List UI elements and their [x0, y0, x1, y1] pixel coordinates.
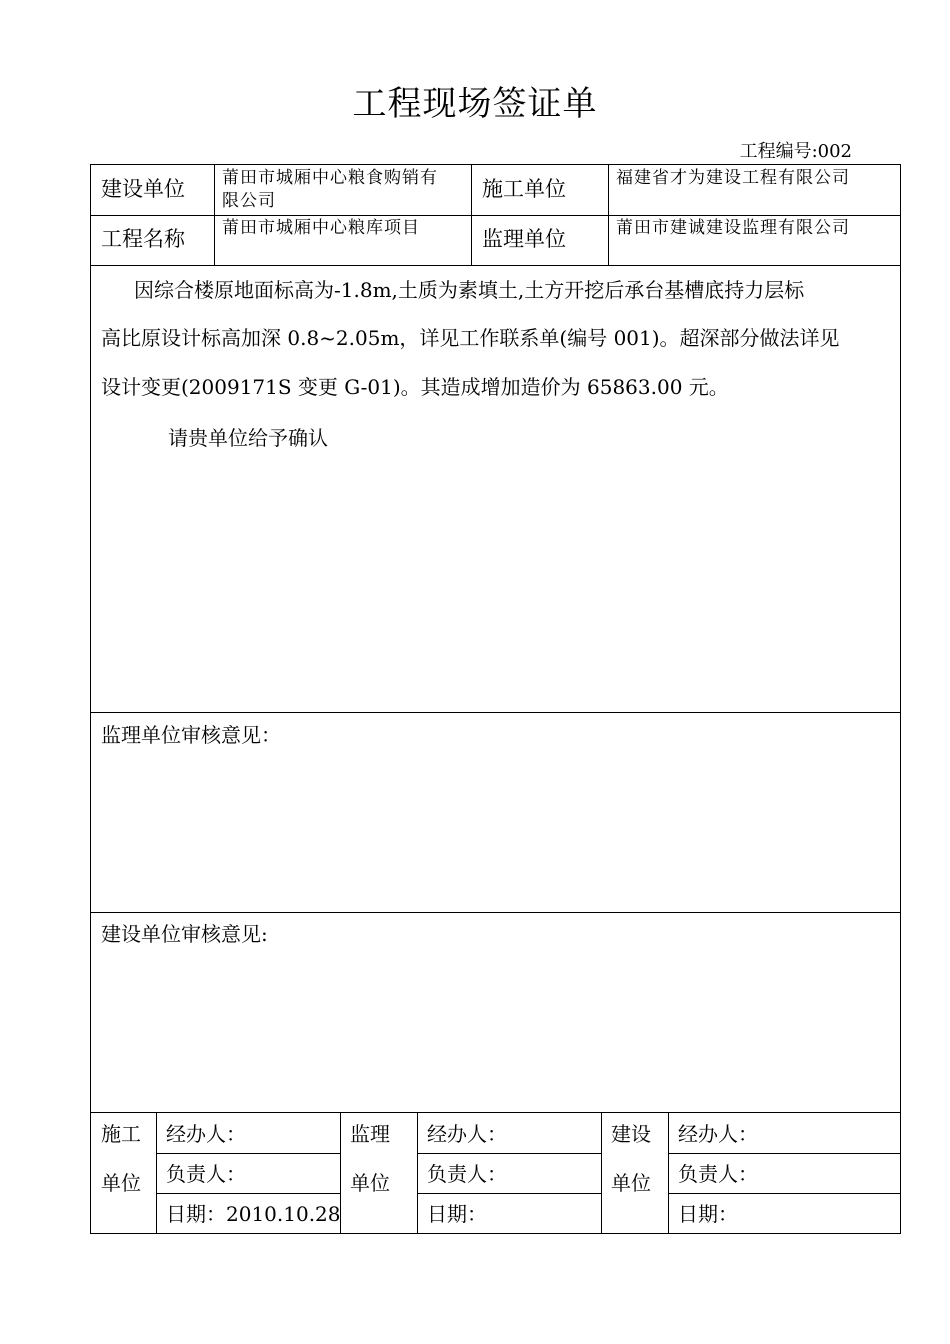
content-bottom-divider	[90, 712, 901, 713]
sig-supervisor-handler: 经办人：	[427, 1122, 507, 1146]
header-row-divider	[90, 215, 901, 216]
sig-row-divider-contractor-1	[156, 1153, 341, 1154]
content-line-1: 因综合楼原地面标高为-1.8m,土质为素填土,土方开挖后承台基槽底持力层标	[134, 278, 805, 302]
sig-supervisor-date: 日期：	[427, 1202, 487, 1226]
sig-contractor-unit-line1: 施工	[101, 1122, 141, 1146]
sig-row-divider-client-2	[668, 1193, 901, 1194]
contractor-label: 施工单位	[482, 177, 566, 201]
project-label: 工程名称	[101, 227, 185, 251]
sig-col-divider-1	[156, 1112, 157, 1234]
confirmation-request: 请贵单位给予确认	[168, 426, 328, 450]
sig-client-date: 日期：	[678, 1202, 738, 1226]
header-col-divider-2	[471, 164, 472, 266]
table-border-left	[90, 164, 91, 1234]
content-line-2: 高比原设计标高加深 0.8~2.05m，详见工作联系单(编号 001)。超深部分做法详见	[101, 326, 840, 350]
supervisor-opinion-bottom-divider	[90, 912, 901, 913]
header-col-divider-3	[608, 164, 609, 266]
sig-row-divider-client-1	[668, 1153, 901, 1154]
sig-supervisor-unit-line1: 监理	[350, 1122, 390, 1146]
table-border-top	[90, 164, 901, 165]
supervisor-opinion-label: 监理单位审核意见：	[101, 723, 281, 747]
client-value-line1: 莆田市城厢中心粮食购销有	[222, 168, 438, 188]
supervisor-label: 监理单位	[482, 227, 566, 251]
sig-contractor-handler: 经办人：	[166, 1122, 246, 1146]
sig-client-unit-line2: 单位	[611, 1171, 651, 1195]
project-value: 莆田市城厢中心粮库项目	[222, 218, 420, 238]
sig-client-unit-line1: 建设	[611, 1122, 651, 1146]
sig-row-divider-supervisor-1	[417, 1153, 602, 1154]
sig-client-responsible: 负责人：	[678, 1162, 758, 1186]
sig-contractor-date: 日期：2010.10.28	[166, 1202, 341, 1226]
supervisor-value: 莆田市建诚建设监理有限公司	[616, 218, 850, 238]
sig-supervisor-responsible: 负责人：	[427, 1162, 507, 1186]
sig-contractor-unit-line2: 单位	[101, 1171, 141, 1195]
client-opinion-bottom-divider	[90, 1112, 901, 1113]
sig-row-divider-contractor-2	[156, 1193, 341, 1194]
sig-row-divider-supervisor-2	[417, 1193, 602, 1194]
document-title: 工程现场签证单	[352, 84, 598, 124]
content-line-3: 设计变更(2009171S 变更 G-01)。其造成增加造价为 65863.00 元。	[101, 375, 729, 399]
contractor-value: 福建省才为建设工程有限公司	[616, 168, 850, 188]
table-border-right	[900, 164, 901, 1234]
sig-client-handler: 经办人：	[678, 1122, 758, 1146]
sig-col-divider-4	[601, 1112, 602, 1234]
header-bottom-divider	[90, 265, 901, 266]
client-value-line2: 限公司	[222, 191, 276, 211]
sig-supervisor-unit-line2: 单位	[350, 1171, 390, 1195]
client-opinion-label: 建设单位审核意见:	[101, 922, 268, 946]
table-border-bottom	[90, 1233, 901, 1234]
header-col-divider-1	[214, 164, 215, 266]
sig-contractor-responsible: 负责人：	[166, 1162, 246, 1186]
project-number: 工程编号:002	[739, 141, 852, 162]
sig-col-divider-5	[668, 1112, 669, 1234]
client-label: 建设单位	[101, 177, 185, 201]
sig-col-divider-3	[417, 1112, 418, 1234]
